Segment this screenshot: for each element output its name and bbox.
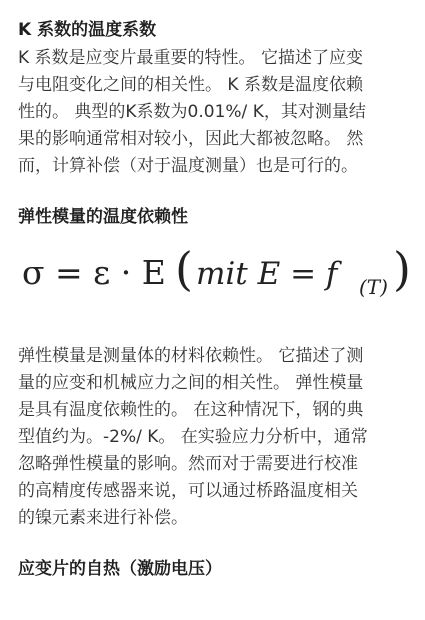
paragraph-line: 弹性模量是测量体的材料依赖性。 它描述了测 (18, 346, 364, 366)
paragraph-line: 性的。 典型的K系数为0.01%/ K，其对测量结 (18, 102, 366, 122)
paragraph-line: 果的影响通常相对较小，因此大都被忽略。 然 (18, 129, 364, 149)
formula-stress-strain (18, 237, 412, 307)
paragraph-line: 量的应变和机械应力之间的相关性。 弹性模量 (18, 373, 364, 393)
formula-lhs: σ = ε · E (22, 253, 166, 292)
paragraph-line: 而，计算补偿（对于温度测量）也是可行的。 (18, 156, 358, 176)
paragraph-line: 的高精度传感器来说，可以通过桥路温度相关 (18, 481, 358, 501)
paragraph-line: 忽略弹性模量的影响。然而对于需要进行校准 (18, 454, 358, 474)
section-heading-self-heating: 应变片的自热（激励电压） (18, 559, 222, 579)
paragraph-line: 的镍元素来进行补偿。 (18, 508, 188, 528)
article-content (18, 18, 412, 581)
formula-open-paren: ( (175, 242, 193, 296)
formula-close-paren: ) (393, 242, 411, 296)
section-paragraph-k-factor (18, 45, 412, 180)
section-heading-k-factor-temperature: K 系数的温度系数 (18, 20, 157, 40)
paragraph-line: 是具有温度依赖性的。 在这种情况下，钢的典 (18, 400, 364, 420)
section-heading-elastic-modulus: 弹性模量的温度依赖性 (18, 207, 188, 227)
formula-rhs-text: mit E = f (196, 256, 338, 292)
formula-subscript: (T) (359, 275, 388, 299)
section-paragraph-elastic-modulus (18, 343, 412, 532)
paragraph-line: 型值约为。-2%/ K。 在实验应力分析中，通常 (18, 427, 368, 447)
paragraph-line: 与电阻变化之间的相关性。 K 系数是温度依赖 (18, 75, 363, 95)
paragraph-line: K 系数是应变片最重要的特性。 它描述了应变 (18, 48, 363, 68)
